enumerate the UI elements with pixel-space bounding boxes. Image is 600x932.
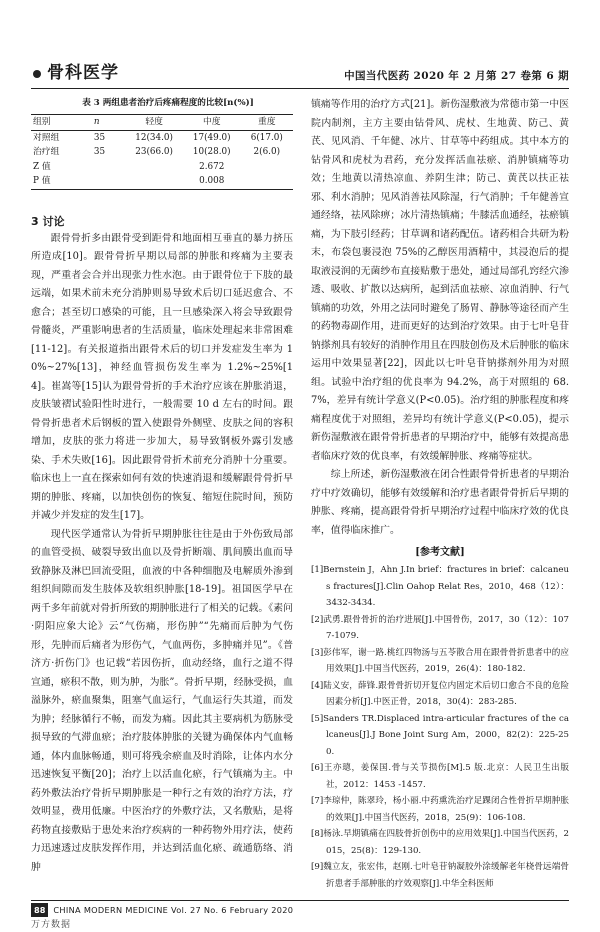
table-row: [31, 130, 293, 145]
table-header-cell: 组别: [33, 117, 51, 127]
reference-item: [7]李琼仲，陈翠玲，杨小丽.中药熏洗治疗足踝闭合性骨折早期肿胀的效果[J].中国当代医药，2018，25(9)：106-108.: [311, 796, 569, 823]
table-cell: [241, 174, 293, 189]
table-cell: 2(6.0): [253, 147, 280, 157]
reference-item: [8]杨泳.早期镇痛在四肢骨折创伤中的应用效果[J].中国当代医药，2015，25(8)：129-130.: [311, 829, 569, 856]
table-cell: 10(28.0): [192, 147, 231, 157]
reference-item: [3]彭伟军，谢一路.桃红四物汤与五苓散合用在跟骨骨折患者中的应用效果[J].中国当代医药，2019，26(4)：180-182.: [311, 647, 569, 674]
reference-item: [6]王亦璁，姜保国.骨与关节损伤[M].5 版.北京：人民卫生出版社，2012：1453 -1457.: [311, 763, 569, 790]
table-cell: 35: [93, 132, 106, 143]
pain-comparison-table: [31, 114, 293, 190]
table-header-cell: 中度: [202, 117, 221, 127]
reference-item: [1]Bernstein J，Ahn J.In brief：fractures in brief：calcaneus fractures[J].Clin Oahop Relat Res，2010，468（12）：3432-3434.: [311, 565, 569, 608]
table-cell: 17(49.0): [192, 132, 231, 143]
table-cell: 23(66.0): [135, 147, 173, 157]
table-cell: [125, 160, 183, 175]
table-row: [31, 145, 293, 160]
references-title: [参考文献]: [415, 547, 465, 558]
table-header-row: [31, 115, 293, 131]
left-column: [31, 96, 293, 877]
running-footer: [31, 903, 293, 917]
body-paragraph: 跟骨骨折多由跟骨受到距骨和地面相互垂直的暴力挤压所造成[10]。跟骨骨折早期以局部的肿胀和疼痛为主要表现，严重者会合并出现张力性水泡。由于跟骨位于下肢的最远端，如果术前未充分消肿则易导致术后切口延迟愈合、不愈合；甚至切口感染的可能，且一旦感染深入将会导致跟骨骨髓炎，严重影响患者的生活质量，临床处理起来非常困难[11-12]。有关报道指出跟骨术后的切口并发症发生率为 10%~27%[13]，神经血管损伤发生率为 1.2%~25%[14]。崔嵩等[15]认为跟骨骨折的手术治疗应该在肿胀消退，皮肤皱褶试验阳性时进行，一般需要 10 d 左右的时间。跟骨骨折患者术后钢板的置入使跟骨外侧壁、皮肤之间的容积增加，皮肤的张力将进一步加大，易导致钢板外露引发感染、手术失败[16]。因此跟骨骨折术前充分消肿十分重要。临床也上一直在探索如何有效的快速消退和缓解跟骨骨折早期的肿胀、疼痛，以加快创伤的恢复、缩短住院时间，预防并减少并发症的发生[17]。: [31, 232, 293, 521]
table-header-cell: 重度: [257, 117, 276, 127]
journal-footer-name: CHINA MODERN MEDICINE Vol. 27 No. 6 February 2020: [53, 905, 294, 915]
conclusion-paragraph: 综上所述，新伤湿敷液在闭合性跟骨骨折患者的早期治疗中疗效确切，能够有效缓解和治疗患者跟骨骨折后早期的肿胀、疼痛，提高跟骨骨折早期治疗过程中临床疗效的优良率，值得临床推广。: [311, 469, 569, 536]
table-cell: 35: [93, 147, 106, 157]
header-rule: [31, 88, 569, 89]
table-cell: [94, 160, 125, 175]
footer-rule: [31, 900, 569, 901]
table-cell: [241, 160, 293, 175]
body-paragraph: 镇痛等作用的治疗方式[21]。新伤湿敷液为常德市第一中医院内制剂，主方主要由钻骨风、虎杖、生地黄、防己、黄芪、见风消、千年健、冰片、甘草等中药组成。其中本方的钻骨风和虎杖为君药，充分发挥活血祛瘀、消肿镇痛等功效；生地黄以清热凉血、养阴生津；防己、黄芪以扶正祛邪、利水消肿；见风消善祛风除湿，行气消肿；千年健善宣通经络，祛风除痹；冰片清热镇痛；牛膝活血通经，祛瘀镇痛，为下肢引经药；甘草调和诸药配伍。诸药相合共研为粉末，布袋包裹浸泡 75%的乙醇医用酒精中，其浸泡后的提取液浸润的无菌纱布直接贴敷于患处，通过局部孔窍经穴渗透、吸收、扩散以达病所，起到活血祛瘀、凉血消肿、行气镇痛的功效，外用之法同时避免了肠胃、静脉等途径而产生的药物毒副作用，进而更好的达到治疗效果。由于七叶皂苷钠搽剂具有较好的消肿作用且在四肢创伤及术后肿胀的临床运用中效果显著[22]，因此以七叶皂苷钠搽剂外用为对照组。试验中治疗组的优良率为 94.2%，高于对照组的 68.7%，差异有统计学意义(P<0.05)。治疗组的肿胀程度和疼痛程度优于对照组，差异均有统计学意义(P<0.05)，提示新伤湿敷液在跟骨骨折患者的早期治疗中，能够有效提高患者临床疗效的优良率，有效缓解肿胀、疼痛等症状。: [311, 99, 569, 462]
right-column: [311, 96, 569, 892]
journal-issue: 中国当代医药 2020 年 2 月第 27 卷第 6 期: [344, 70, 569, 82]
table-row: [31, 174, 293, 189]
reference-item: [9]魏立友，张宏伟，赵刚.七叶皂苷钠凝胶外涂缓解老年桡骨远端骨折患者手部肿胀的疗效观察[J].中华全科医师: [311, 862, 569, 889]
table-cell: Z 值: [33, 161, 51, 172]
reference-item: [4]陆义安，薛锋.跟骨骨折切开复位内固定术后切口愈合不良的危险因素分析[J].中医正骨，2018，30(4)：283-285.: [311, 680, 569, 707]
body-paragraph: 现代医学通常认为骨折早期肿胀往往是由于外伤致局部的血管受损、破裂导致出血以及骨折断端、肌间膜出血而导致静脉及淋巴回流受阻，血液的中各种细胞及电解质外渗到组织间隙而发生肢体及软组织肿胀[18-19]。祖国医学早在两千多年前就对骨折所致的期肿胀进行了相关的记载。《素问·阴阳应象大论》云“气伤痛，形伤肿”“先痛而后肿为气伤形，先肿而后痛者为形伤气，气血两伤，多肿痛并见”。《普济方·折伤门》也记载“若因伤折，血动经络，血行之道不得宣通，瘀积不散，则为肿，为胀”。骨折早期，经脉受损，血溢脉外，瘀血聚集，阻塞气血运行，气血运行失其道，而发为肿；经脉循行不畅，而发为痛。因此其主要病机为筋脉受损导致的气滞血瘀；治疗肢体肿胀的关键为确保体内气血畅通，体内血脉畅通，则可将残余瘀血及时消除，让体内水分迅速恢复平衡[20]；治疗上以活血化瘀，行气镇痛为主。中药外敷法治疗骨折早期肿胀是一种行之有效的治疗方法，疗效明显，费用低廉。中医治疗的外敷疗法，又名敷贴，是将药物直接敷贴于患处来治疗疾病的一种药物外用疗法，使药力迅速透过皮肤发挥作用，并达到活血化瘀、疏通筋络、消肿: [31, 528, 293, 873]
reference-item: [2]武勇.跟骨骨折的治疗进展[J].中国骨伤，2017，30（12）：1077-1079.: [311, 614, 569, 641]
page-number: 88: [31, 903, 48, 917]
table-cell: 治疗组: [33, 147, 60, 157]
table-caption: 表 3 两组患者治疗后疼痛程度的比较[n(%)]: [82, 98, 254, 108]
table-cell: [94, 174, 125, 189]
reference-item: [5]Sanders TR.Displaced intra-articular fractures of the calcaneus[J].J Bone Joint Surg Am，2000，82(2)：225-250.: [311, 713, 569, 757]
table-cell: [125, 174, 183, 189]
table-cell: 6(17.0): [250, 132, 283, 143]
table-cell: 2.672: [199, 161, 225, 172]
section-title: 骨科医学: [47, 63, 119, 83]
discussion-heading: 3 讨论: [31, 214, 65, 228]
table-cell: P 值: [33, 176, 51, 186]
table-cell: 12(34.0): [135, 132, 173, 143]
bullet-dot: [33, 70, 41, 78]
running-header: [31, 62, 569, 86]
table-header-cell: n: [93, 117, 100, 127]
table-cell: 0.008: [199, 176, 225, 186]
watermark: 万方数据: [31, 920, 72, 930]
table-cell: 对照组: [33, 132, 60, 143]
table-row: [31, 160, 293, 175]
table-header-cell: 轻度: [145, 117, 163, 127]
